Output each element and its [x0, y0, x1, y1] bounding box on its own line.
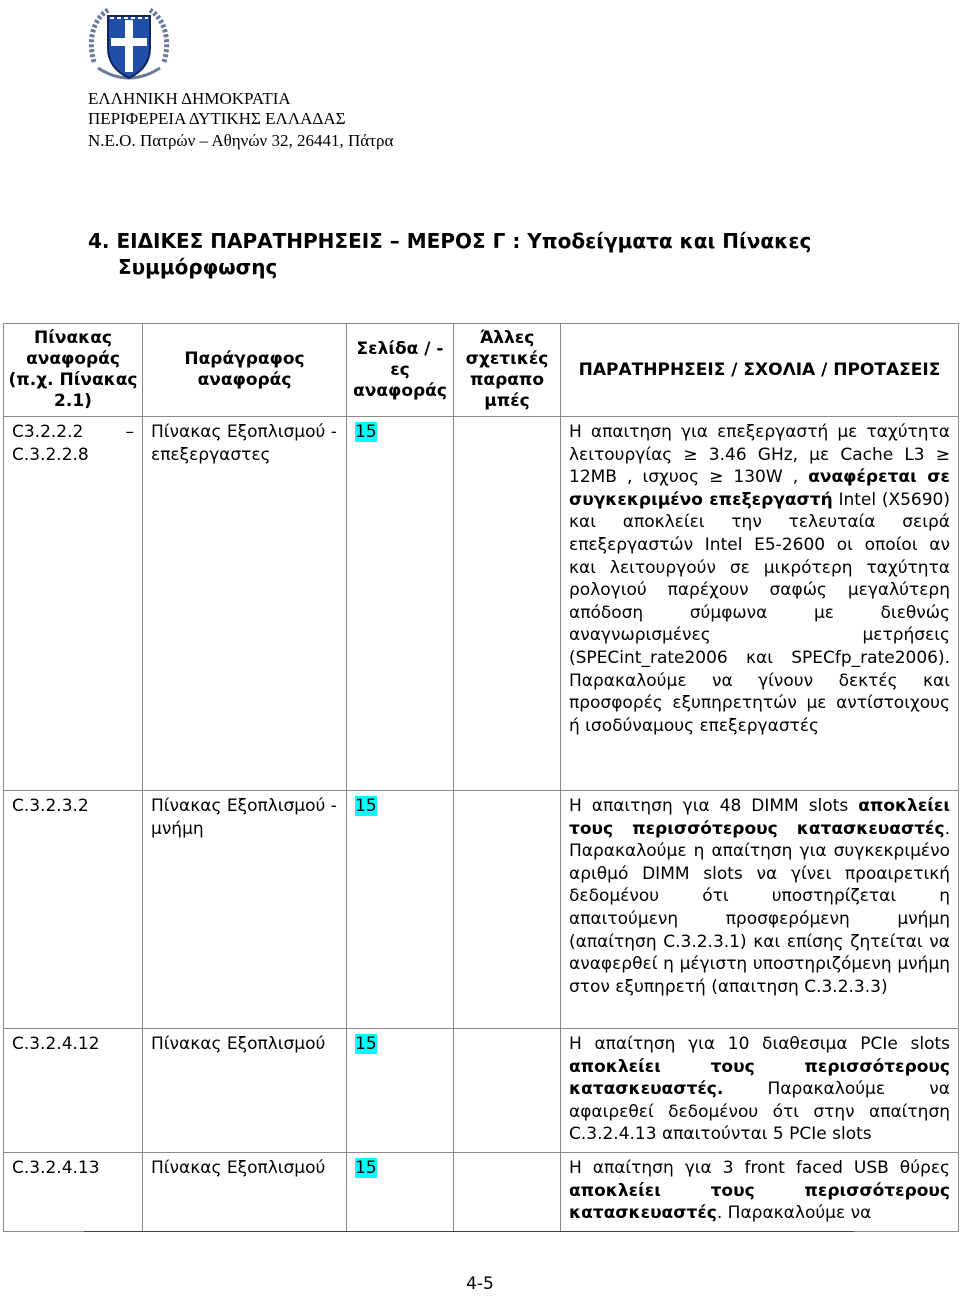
row-page	[347, 1029, 454, 1153]
header-ref-table: Πίνακας αναφοράς (π.χ. Πίνακας 2.1)	[4, 324, 143, 417]
comment-bold: αποκλείει τους περισσότερους κατασκευαστές	[569, 1180, 950, 1224]
row-ref	[4, 417, 143, 791]
row-comment	[561, 417, 959, 791]
page-highlight: 15	[355, 1034, 377, 1054]
row-other	[454, 1152, 561, 1231]
row-ref: C.3.2.4.13	[4, 1152, 143, 1231]
comment-bold: αποκλείει τους περισσότερους κατασκευαστές.	[569, 1056, 950, 1100]
row-page	[347, 1152, 454, 1231]
comment-text: . Παρακαλούμε η απαίτηση για συγκεκριμένο αριθμό DIMM slots να γίνει προαιρετική δεδομένου ότι υποστηρίζεται η απαιτούμενη προσφερόμενη μνήμη (απαίτηση C.3.2.3.1) και επίσης ζητείται να αναφερθεί η μέγιστη υποστηριζόμενη μνήμη στον εξυπηρετή (απαιτηση C.3.2.3.3)	[569, 818, 950, 997]
comment-text: Η απαιτηση για 48 DIMM slots	[569, 796, 849, 816]
section-title-line1: 4. ΕΙΔΙΚΕΣ ΠΑΡΑΤΗΡΗΣΕΙΣ – ΜΕΡΟΣ Γ : Υποδείγματα και Πίνακες	[88, 229, 812, 253]
header-other: Άλλες σχετικές παραπο μπές	[454, 324, 561, 417]
row-paragraph: Πίνακας Εξοπλισμού - επεξεργαστες	[143, 417, 347, 791]
section-title	[88, 228, 888, 280]
header-region: ΠΕΡΙΦΕΡΕΙΑ ΔΥΤΙΚΗΣ ΕΛΛΑΔΑΣ	[88, 109, 346, 128]
row-ref: C.3.2.4.12	[4, 1029, 143, 1153]
page-highlight: 15	[355, 422, 377, 442]
comment-text: Η απαίτηση για 3 front faced USB θύρες	[569, 1157, 950, 1178]
page-highlight: 15	[355, 796, 377, 816]
footer-divider	[84, 1231, 854, 1232]
section-title-line2: Συμμόρφωσης	[118, 255, 278, 279]
row-comment	[561, 1029, 959, 1153]
table-row	[4, 791, 959, 1029]
row-paragraph: Πίνακας Εξοπλισμού - μνήμη	[143, 791, 347, 1029]
comment-bold: αποκλείει τους περισσότερους κατασκευαστές	[569, 796, 951, 839]
table-row	[4, 1152, 959, 1231]
table-header-row	[4, 324, 959, 417]
page-number: 4-5	[466, 1274, 494, 1294]
row-other	[454, 791, 561, 1029]
row-ref: C.3.2.3.2	[4, 791, 143, 1029]
row-paragraph: Πίνακας Εξοπλισμού	[143, 1152, 347, 1231]
row-ref-b: C.3.2.2.8	[12, 444, 89, 465]
row-ref-a: C3.2.2.2 –	[12, 422, 134, 442]
header-address: Ν.Ε.Ο. Πατρών – Αθηνών 32, 26441, Πάτρα	[88, 131, 394, 150]
compliance-table	[3, 323, 959, 1232]
row-page	[347, 791, 454, 1029]
table-row	[4, 417, 959, 791]
row-page	[347, 417, 454, 791]
comment-text: Intel (X5690) και αποκλείει την τελευταία σειρά επεξεργαστών Intel E5-2600 οι οποίοι αν και λειτουργούν σε μικρότερη ταχύτητα ρολογιού παρέχουν σαφώς μεγαλύτερη απόδοση σύμφωνα με διεθνώς αναγνωρισμένες μετρήσεις (SPECint_rate2006 και SPECfp_rate2006). Παρακαλούμε να γίνουν δεκτές και προσφορές εξυπηρετητών με αντίστοιχους ή ισοδύναμους επεξεργαστές	[569, 489, 951, 736]
header-comments: ΠΑΡΑΤΗΡΗΣΕΙΣ / ΣΧΟΛΙΑ / ΠΡΟΤΑΣΕΙΣ	[561, 324, 959, 417]
greek-coat-of-arms-icon	[86, 2, 172, 88]
comment-text: ≥ 3.46 GHz, με Cache L3 ≥ 12MB , ισχυος ≥ 130W ,	[569, 444, 950, 488]
comment-text: Παρακαλούμε να αφαιρεθεί δεδομένου ότι στην απαίτηση C.3.2.4.13 απαιτούνται 5 PCIe slots	[569, 1079, 950, 1145]
header-paragraph: Παράγραφος αναφοράς	[143, 324, 347, 417]
comment-text: Η απαιτηση για επεξεργαστή με ταχύτητα λειτουργίας	[569, 422, 950, 465]
header-page: Σελίδα / - ες αναφοράς	[347, 324, 454, 417]
table-row	[4, 1029, 959, 1153]
comment-text: . Παρακαλούμε να	[716, 1203, 872, 1224]
row-paragraph: Πίνακας Εξοπλισμού	[143, 1029, 347, 1153]
row-other	[454, 417, 561, 791]
page-highlight: 15	[355, 1157, 377, 1178]
row-other	[454, 1029, 561, 1153]
row-comment	[561, 1152, 959, 1231]
comment-text: Η απαίτηση για 10 διαθεσιμα PCIe slots	[569, 1034, 950, 1054]
row-comment	[561, 791, 959, 1029]
comment-bold: αναφέρεται σε συγκεκριμένο επεξεργαστή	[569, 467, 950, 510]
header-country: ΕΛΛΗΝΙΚΗ ΔΗΜΟΚΡΑΤΙΑ	[88, 89, 291, 108]
